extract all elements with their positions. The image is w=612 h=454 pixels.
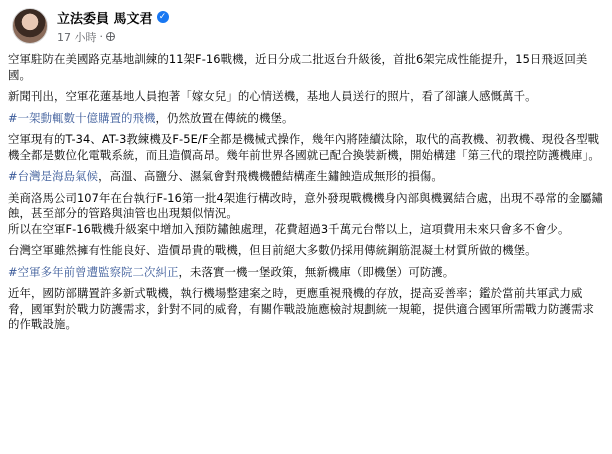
verified-badge-icon: ✓: [157, 11, 169, 23]
post-subline: [57, 29, 169, 45]
hashtag-link[interactable]: #台灣是海島氣候: [8, 169, 99, 183]
paragraph-4: 空軍現有的T-34、AT-3教練機及F-5E/F全都是機械式操作，幾年內將陸續汰除，取代的高教機、初教機、現役各型戰機全都是數位化電戰系統，而且造價高昂。幾年前世界各國就已配合換裝新機，開始構建「第三代的環控防護機庫」。: [8, 132, 600, 162]
paragraph-3-text: ，仍然放置在傳統的機堡。: [155, 110, 294, 125]
paragraph-6b: 所以在空軍F-16戰機升級案中增加入預防鏽蝕處理，花費超過3千萬元台幣以上，這項費用未來只會多不會少。: [8, 221, 570, 236]
avatar[interactable]: [12, 8, 48, 44]
paragraph-9: 近年，國防部購置許多新式戰機，執行機場整建案之時，更應重視飛機的存放，提高妥善率；鑑於當前共軍武力威脅，國軍對於戰力防護需求，針對不同的威脅，有關作戰設施應檢討規劃統一規範，提供適合國軍所需戰力防護需求的作戰設施。: [8, 286, 595, 331]
paragraph-5-text: ，高溫、高鹽分、濕氣會對飛機機體結構產生鏽蝕造成無形的損傷。: [98, 169, 443, 183]
post-header: [12, 8, 169, 44]
paragraph-7: 台灣空軍雖然擁有性能良好、造價昂貴的戰機，但目前絕大多數仍採用傳統鋼筋混凝土材質所做的機堡。: [8, 243, 537, 257]
paragraph-6a: 美商洛馬公司107年在台執行F-16第一批4架進行構改時，意外發現戰機機身內部與機翼結合處，出現不尋常的金屬鏽蝕，甚至部分的管路與油管也出現類似情況。: [8, 190, 604, 220]
paragraph-3: [8, 111, 604, 127]
paragraph-5: [8, 169, 604, 185]
post-timestamp[interactable]: 17 小時: [57, 30, 97, 44]
meta-separator: ·: [99, 30, 103, 43]
hashtag-link[interactable]: #一架動輒數十億購置的飛機: [8, 110, 156, 125]
post-meta: [57, 8, 169, 45]
author-row: [57, 8, 169, 27]
globe-icon[interactable]: [106, 32, 115, 41]
author-name[interactable]: 立法委員 馬文君: [57, 11, 153, 27]
hashtag-link[interactable]: #空軍多年前曾遭監察院二次糾正: [8, 264, 179, 279]
post-body: [8, 52, 604, 339]
paragraph-8: [8, 265, 604, 281]
paragraph-1: 空軍駐防在美國路克基地訓練的11架F-16戰機，近日分成二批返台升級後，首批6架完成性能提升，15日飛返回美國。: [8, 52, 588, 82]
paragraph-2: 新聞刊出，空軍花蓮基地人員抱著「嫁女兒」的心情送機，基地人員送行的照片，看了卻讓人感慨萬千。: [8, 89, 537, 103]
paragraph-8-text: ，未落實一機一堡政策，無新機庫（即機堡）可防護。: [178, 264, 455, 279]
paragraph-6: [8, 191, 604, 222]
